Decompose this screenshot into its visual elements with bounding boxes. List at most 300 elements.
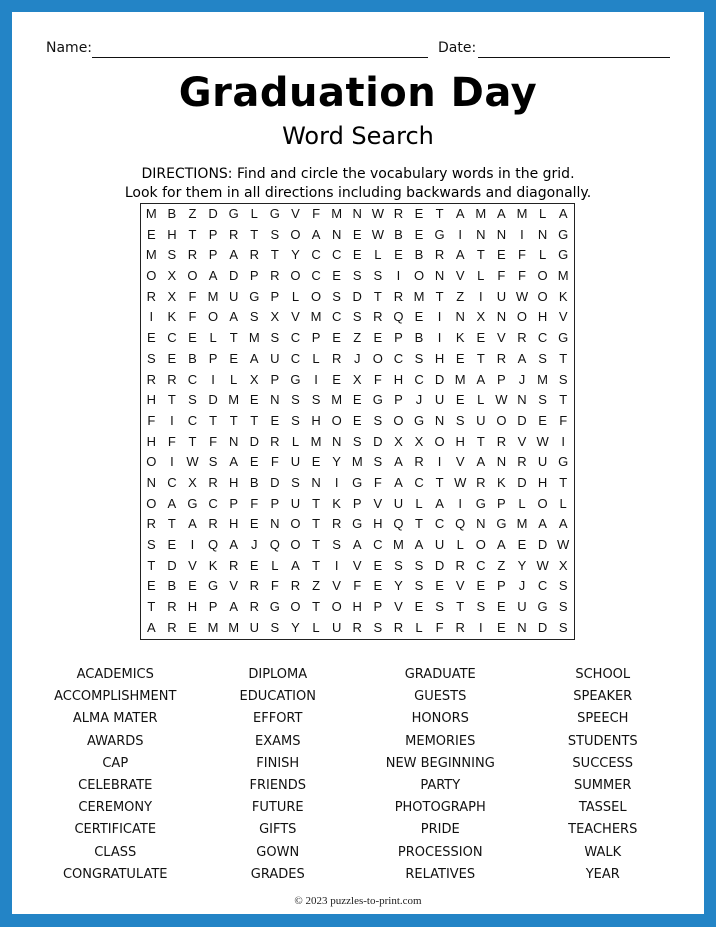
grid-letter[interactable]: O: [146, 454, 157, 470]
grid-letter[interactable]: T: [435, 474, 444, 490]
grid-letter[interactable]: V: [394, 599, 403, 615]
grid-letter[interactable]: M: [310, 309, 322, 325]
grid-letter[interactable]: G: [352, 474, 363, 490]
grid-letter[interactable]: Q: [455, 516, 466, 532]
grid-letter[interactable]: R: [373, 309, 383, 325]
grid-letter[interactable]: T: [476, 350, 485, 366]
grid-letter[interactable]: H: [537, 309, 548, 325]
grid-letter[interactable]: P: [229, 495, 238, 511]
grid-letter[interactable]: H: [455, 433, 465, 449]
grid-letter[interactable]: S: [291, 474, 300, 490]
grid-letter[interactable]: L: [538, 206, 547, 221]
grid-letter[interactable]: L: [415, 495, 423, 511]
grid-letter[interactable]: P: [352, 495, 362, 511]
grid-letter[interactable]: I: [211, 371, 215, 387]
grid-letter[interactable]: C: [187, 412, 198, 428]
grid-letter[interactable]: E: [188, 619, 197, 635]
grid-letter[interactable]: L: [538, 247, 547, 263]
grid-letter[interactable]: P: [497, 371, 506, 387]
grid-letter[interactable]: D: [208, 392, 218, 408]
grid-letter[interactable]: E: [394, 247, 403, 263]
grid-letter[interactable]: A: [146, 619, 156, 635]
grid-letter[interactable]: C: [187, 371, 198, 387]
grid-letter[interactable]: D: [228, 268, 239, 284]
grid-letter[interactable]: W: [495, 392, 508, 408]
grid-letter[interactable]: R: [146, 371, 156, 387]
grid-letter[interactable]: D: [373, 433, 383, 449]
grid-letter[interactable]: K: [558, 288, 568, 304]
name-field-line[interactable]: [92, 57, 428, 58]
grid-letter[interactable]: T: [312, 599, 321, 615]
grid-letter[interactable]: T: [250, 412, 259, 428]
grid-letter[interactable]: H: [434, 350, 445, 366]
grid-letter[interactable]: X: [394, 433, 403, 449]
grid-letter[interactable]: E: [414, 206, 424, 221]
grid-letter[interactable]: R: [455, 619, 465, 635]
grid-letter[interactable]: G: [475, 495, 486, 511]
grid-letter[interactable]: A: [476, 454, 486, 470]
grid-letter[interactable]: L: [209, 330, 217, 346]
grid-letter[interactable]: A: [497, 537, 506, 552]
grid-letter[interactable]: O: [290, 516, 301, 532]
grid-letter[interactable]: Y: [394, 578, 403, 594]
grid-letter[interactable]: J: [251, 537, 258, 552]
grid-letter[interactable]: N: [434, 412, 445, 428]
grid-letter[interactable]: I: [437, 309, 442, 325]
grid-letter[interactable]: V: [517, 433, 527, 449]
grid-letter[interactable]: T: [312, 557, 321, 573]
grid-letter[interactable]: E: [414, 309, 424, 325]
grid-letter[interactable]: N: [331, 226, 342, 242]
grid-letter[interactable]: E: [373, 557, 383, 573]
grid-letter[interactable]: T: [559, 392, 568, 408]
grid-letter[interactable]: I: [478, 619, 483, 635]
grid-letter[interactable]: H: [187, 599, 198, 615]
grid-letter[interactable]: R: [249, 247, 259, 263]
grid-letter[interactable]: Q: [393, 516, 404, 532]
grid-letter[interactable]: C: [476, 557, 486, 573]
grid-letter[interactable]: O: [475, 537, 486, 552]
grid-letter[interactable]: R: [167, 619, 177, 635]
grid-letter[interactable]: R: [455, 557, 465, 573]
grid-letter[interactable]: L: [374, 247, 382, 263]
grid-letter[interactable]: S: [352, 433, 362, 449]
grid-letter[interactable]: A: [291, 557, 300, 573]
grid-letter[interactable]: W: [186, 454, 199, 470]
grid-letter[interactable]: O: [290, 226, 301, 242]
grid-letter[interactable]: R: [331, 350, 342, 366]
grid-letter[interactable]: A: [394, 454, 403, 470]
grid-letter[interactable]: I: [334, 474, 339, 490]
grid-letter[interactable]: R: [208, 474, 218, 490]
grid-letter[interactable]: A: [455, 247, 465, 263]
grid-letter[interactable]: R: [208, 516, 218, 532]
grid-letter[interactable]: P: [208, 599, 218, 615]
grid-letter[interactable]: D: [249, 433, 259, 449]
grid-letter[interactable]: B: [394, 226, 403, 242]
grid-letter[interactable]: C: [537, 330, 548, 346]
grid-letter[interactable]: I: [478, 288, 483, 304]
grid-letter[interactable]: E: [352, 247, 362, 263]
grid-letter[interactable]: X: [558, 557, 568, 573]
grid-letter[interactable]: P: [311, 330, 321, 346]
grid-letter[interactable]: R: [249, 599, 259, 615]
grid-letter[interactable]: Z: [312, 578, 321, 594]
grid-letter[interactable]: S: [476, 599, 486, 615]
grid-letter[interactable]: A: [229, 599, 238, 615]
grid-letter[interactable]: N: [496, 226, 507, 242]
grid-letter[interactable]: H: [537, 474, 548, 490]
grid-letter[interactable]: X: [167, 268, 177, 284]
grid-letter[interactable]: F: [167, 433, 176, 449]
grid-letter[interactable]: E: [476, 578, 486, 594]
grid-letter[interactable]: T: [312, 516, 321, 532]
grid-letter[interactable]: R: [146, 288, 156, 304]
grid-letter[interactable]: I: [458, 226, 463, 242]
grid-letter[interactable]: L: [250, 206, 258, 221]
grid-letter[interactable]: G: [558, 330, 569, 346]
grid-letter[interactable]: G: [537, 599, 548, 615]
grid-letter[interactable]: D: [167, 557, 177, 573]
grid-letter[interactable]: M: [331, 392, 343, 408]
grid-letter[interactable]: M: [145, 206, 157, 221]
grid-letter[interactable]: S: [373, 412, 383, 428]
grid-letter[interactable]: S: [538, 392, 547, 408]
grid-letter[interactable]: V: [455, 454, 465, 470]
grid-letter[interactable]: P: [270, 495, 280, 511]
grid-letter[interactable]: V: [373, 495, 383, 511]
grid-letter[interactable]: L: [271, 557, 279, 573]
grid-letter[interactable]: T: [415, 516, 423, 532]
grid-letter[interactable]: I: [314, 371, 318, 387]
grid-letter[interactable]: R: [146, 516, 156, 532]
grid-letter[interactable]: X: [167, 288, 177, 304]
grid-letter[interactable]: T: [435, 288, 444, 304]
grid-letter[interactable]: A: [558, 206, 568, 221]
grid-letter[interactable]: A: [311, 226, 321, 242]
grid-letter[interactable]: N: [352, 206, 362, 221]
grid-letter[interactable]: W: [371, 226, 384, 242]
grid-letter[interactable]: T: [250, 226, 259, 242]
grid-letter[interactable]: M: [207, 619, 219, 635]
grid-letter[interactable]: M: [413, 288, 425, 304]
grid-letter[interactable]: D: [434, 371, 445, 387]
grid-letter[interactable]: O: [537, 495, 548, 511]
grid-letter[interactable]: V: [332, 578, 341, 594]
grid-letter[interactable]: T: [209, 412, 218, 428]
grid-letter[interactable]: B: [414, 247, 424, 263]
grid-letter[interactable]: E: [435, 578, 444, 594]
grid-letter[interactable]: N: [476, 516, 486, 532]
grid-letter[interactable]: R: [496, 350, 507, 366]
grid-letter[interactable]: L: [312, 619, 320, 635]
grid-letter[interactable]: T: [188, 433, 197, 449]
grid-letter[interactable]: A: [476, 371, 486, 387]
grid-letter[interactable]: T: [229, 412, 238, 428]
grid-letter[interactable]: M: [331, 206, 343, 221]
grid-letter[interactable]: G: [187, 495, 198, 511]
grid-letter[interactable]: R: [270, 433, 280, 449]
grid-letter[interactable]: G: [372, 392, 383, 408]
grid-letter[interactable]: S: [270, 619, 280, 635]
grid-letter[interactable]: H: [167, 226, 177, 242]
grid-letter[interactable]: N: [517, 392, 527, 408]
grid-letter[interactable]: X: [270, 309, 280, 325]
grid-letter[interactable]: H: [311, 412, 321, 428]
grid-letter[interactable]: E: [249, 557, 259, 573]
grid-letter[interactable]: S: [270, 226, 280, 242]
grid-letter[interactable]: R: [167, 371, 177, 387]
grid-letter[interactable]: S: [558, 371, 568, 387]
grid-letter[interactable]: T: [476, 247, 485, 263]
grid-letter[interactable]: A: [435, 495, 444, 511]
grid-letter[interactable]: V: [291, 206, 300, 221]
grid-letter[interactable]: H: [373, 516, 383, 532]
grid-letter[interactable]: C: [290, 350, 301, 366]
grid-letter[interactable]: S: [188, 392, 197, 408]
grid-letter[interactable]: L: [415, 619, 423, 635]
grid-letter[interactable]: I: [190, 537, 195, 552]
grid-letter[interactable]: O: [290, 537, 301, 552]
grid-letter[interactable]: R: [496, 433, 507, 449]
grid-letter[interactable]: C: [331, 247, 342, 263]
grid-letter[interactable]: G: [558, 454, 569, 470]
grid-letter[interactable]: E: [167, 350, 177, 366]
grid-letter[interactable]: F: [188, 309, 197, 325]
grid-letter[interactable]: E: [497, 599, 506, 615]
grid-letter[interactable]: C: [537, 578, 548, 594]
grid-letter[interactable]: I: [458, 495, 463, 511]
grid-letter[interactable]: C: [434, 516, 445, 532]
grid-letter[interactable]: M: [516, 206, 528, 221]
grid-letter[interactable]: C: [393, 350, 404, 366]
grid-letter[interactable]: W: [454, 474, 467, 490]
grid-letter[interactable]: N: [311, 474, 321, 490]
grid-letter[interactable]: U: [290, 495, 301, 511]
grid-letter[interactable]: J: [415, 392, 423, 408]
grid-letter[interactable]: T: [167, 516, 176, 532]
grid-letter[interactable]: K: [332, 495, 341, 511]
grid-letter[interactable]: A: [517, 350, 527, 366]
grid-letter[interactable]: S: [332, 537, 341, 552]
grid-letter[interactable]: R: [270, 268, 280, 284]
grid-letter[interactable]: C: [167, 330, 177, 346]
grid-letter[interactable]: N: [228, 433, 239, 449]
grid-letter[interactable]: F: [518, 247, 526, 263]
grid-letter[interactable]: T: [312, 495, 321, 511]
grid-letter[interactable]: F: [353, 578, 362, 594]
grid-letter[interactable]: S: [167, 247, 177, 263]
grid-letter[interactable]: P: [373, 599, 383, 615]
grid-letter[interactable]: X: [414, 433, 424, 449]
grid-letter[interactable]: E: [414, 226, 424, 242]
grid-letter[interactable]: W: [536, 557, 549, 573]
grid-letter[interactable]: N: [331, 433, 342, 449]
grid-letter[interactable]: U: [228, 288, 239, 304]
grid-letter[interactable]: E: [455, 350, 465, 366]
grid-letter[interactable]: C: [414, 371, 424, 387]
grid-letter[interactable]: K: [208, 557, 218, 573]
grid-letter[interactable]: O: [537, 268, 548, 284]
grid-letter[interactable]: U: [270, 350, 280, 366]
grid-letter[interactable]: S: [558, 599, 568, 615]
grid-letter[interactable]: A: [352, 537, 362, 552]
grid-letter[interactable]: V: [558, 309, 568, 325]
grid-letter[interactable]: G: [290, 371, 301, 387]
grid-letter[interactable]: E: [249, 454, 259, 470]
grid-letter[interactable]: F: [250, 495, 259, 511]
grid-letter[interactable]: S: [373, 619, 383, 635]
grid-letter[interactable]: D: [270, 474, 280, 490]
grid-letter[interactable]: S: [558, 578, 568, 594]
grid-letter[interactable]: F: [497, 268, 506, 284]
grid-letter[interactable]: R: [352, 619, 362, 635]
grid-letter[interactable]: N: [270, 392, 280, 408]
grid-letter[interactable]: D: [517, 474, 527, 490]
grid-letter[interactable]: B: [167, 206, 177, 221]
grid-letter[interactable]: E: [332, 371, 341, 387]
grid-letter[interactable]: E: [352, 226, 362, 242]
grid-letter[interactable]: Y: [291, 247, 300, 263]
grid-letter[interactable]: G: [269, 206, 280, 221]
grid-letter[interactable]: R: [167, 599, 177, 615]
grid-letter[interactable]: S: [270, 330, 280, 346]
grid-letter[interactable]: R: [393, 288, 404, 304]
grid-letter[interactable]: I: [170, 412, 174, 428]
grid-letter[interactable]: Z: [456, 288, 465, 304]
grid-letter[interactable]: G: [434, 226, 445, 242]
grid-letter[interactable]: Y: [517, 557, 527, 573]
grid-letter[interactable]: F: [559, 412, 568, 428]
grid-letter[interactable]: E: [249, 516, 259, 532]
grid-letter[interactable]: M: [516, 516, 528, 532]
grid-letter[interactable]: P: [208, 350, 218, 366]
grid-letter[interactable]: I: [437, 330, 442, 346]
grid-letter[interactable]: O: [187, 268, 198, 284]
grid-letter[interactable]: X: [352, 371, 362, 387]
grid-letter[interactable]: N: [455, 309, 465, 325]
grid-letter[interactable]: R: [476, 474, 486, 490]
grid-letter[interactable]: J: [518, 371, 526, 387]
grid-letter[interactable]: B: [167, 578, 177, 594]
grid-letter[interactable]: S: [291, 412, 300, 428]
grid-letter[interactable]: L: [291, 433, 300, 449]
grid-letter[interactable]: O: [372, 350, 383, 366]
grid-letter[interactable]: I: [437, 454, 442, 470]
grid-letter[interactable]: U: [537, 454, 548, 470]
grid-letter[interactable]: E: [476, 330, 486, 346]
grid-letter[interactable]: U: [331, 619, 342, 635]
grid-letter[interactable]: T: [312, 537, 321, 552]
grid-letter[interactable]: S: [414, 557, 424, 573]
grid-letter[interactable]: S: [414, 350, 424, 366]
grid-letter[interactable]: E: [146, 578, 156, 594]
grid-letter[interactable]: R: [249, 578, 259, 594]
grid-letter[interactable]: C: [373, 537, 383, 552]
grid-letter[interactable]: S: [146, 537, 156, 552]
grid-letter[interactable]: Y: [332, 454, 341, 470]
grid-letter[interactable]: L: [456, 537, 464, 552]
grid-letter[interactable]: T: [476, 433, 485, 449]
grid-letter[interactable]: C: [311, 247, 321, 263]
grid-letter[interactable]: A: [414, 537, 424, 552]
grid-letter[interactable]: D: [537, 537, 548, 552]
grid-letter[interactable]: N: [517, 619, 527, 635]
grid-letter[interactable]: M: [393, 537, 404, 552]
grid-letter[interactable]: I: [170, 454, 174, 470]
grid-letter[interactable]: E: [497, 619, 506, 635]
grid-letter[interactable]: O: [537, 288, 548, 304]
grid-letter[interactable]: E: [249, 392, 259, 408]
grid-letter[interactable]: R: [228, 226, 239, 242]
grid-letter[interactable]: O: [290, 599, 301, 615]
grid-letter[interactable]: M: [310, 433, 322, 449]
grid-letter[interactable]: S: [352, 268, 362, 284]
grid-letter[interactable]: V: [455, 268, 465, 284]
grid-letter[interactable]: X: [249, 371, 259, 387]
grid-letter[interactable]: S: [352, 309, 362, 325]
grid-letter[interactable]: G: [352, 516, 363, 532]
grid-letter[interactable]: R: [393, 206, 404, 221]
grid-letter[interactable]: A: [167, 495, 177, 511]
grid-letter[interactable]: P: [497, 578, 506, 594]
grid-letter[interactable]: S: [311, 392, 321, 408]
grid-letter[interactable]: B: [414, 330, 424, 346]
grid-letter[interactable]: O: [496, 412, 507, 428]
grid-letter[interactable]: E: [270, 412, 280, 428]
grid-letter[interactable]: Z: [188, 206, 197, 221]
grid-letter[interactable]: R: [290, 578, 301, 594]
grid-letter[interactable]: A: [558, 516, 568, 532]
grid-letter[interactable]: N: [434, 268, 445, 284]
grid-letter[interactable]: S: [249, 309, 259, 325]
grid-letter[interactable]: V: [188, 557, 197, 573]
grid-letter[interactable]: G: [496, 516, 507, 532]
grid-letter[interactable]: A: [229, 247, 238, 263]
grid-letter[interactable]: L: [230, 371, 238, 387]
grid-letter[interactable]: V: [291, 309, 300, 325]
grid-letter[interactable]: S: [373, 268, 383, 284]
grid-letter[interactable]: U: [517, 599, 527, 615]
grid-letter[interactable]: S: [332, 288, 341, 304]
grid-letter[interactable]: E: [517, 537, 527, 552]
grid-letter[interactable]: M: [228, 619, 240, 635]
grid-letter[interactable]: B: [188, 350, 197, 366]
grid-letter[interactable]: C: [414, 474, 424, 490]
grid-letter[interactable]: T: [270, 247, 279, 263]
grid-letter[interactable]: A: [497, 206, 506, 221]
grid-letter[interactable]: H: [146, 392, 156, 408]
grid-letter[interactable]: O: [331, 599, 342, 615]
grid-letter[interactable]: O: [331, 412, 342, 428]
grid-letter[interactable]: T: [229, 330, 238, 346]
grid-letter[interactable]: K: [167, 309, 177, 325]
grid-letter[interactable]: F: [270, 578, 279, 594]
grid-letter[interactable]: N: [537, 226, 548, 242]
grid-letter[interactable]: V: [497, 330, 506, 346]
grid-letter[interactable]: G: [228, 206, 239, 221]
grid-letter[interactable]: E: [332, 330, 341, 346]
grid-letter[interactable]: P: [270, 288, 280, 304]
grid-letter[interactable]: O: [434, 433, 445, 449]
grid-letter[interactable]: X: [476, 309, 486, 325]
grid-letter[interactable]: E: [373, 330, 383, 346]
grid-letter[interactable]: U: [496, 288, 507, 304]
grid-letter[interactable]: O: [208, 309, 219, 325]
grid-letter[interactable]: A: [538, 516, 547, 532]
grid-letter[interactable]: I: [520, 226, 524, 242]
grid-letter[interactable]: U: [476, 412, 486, 428]
